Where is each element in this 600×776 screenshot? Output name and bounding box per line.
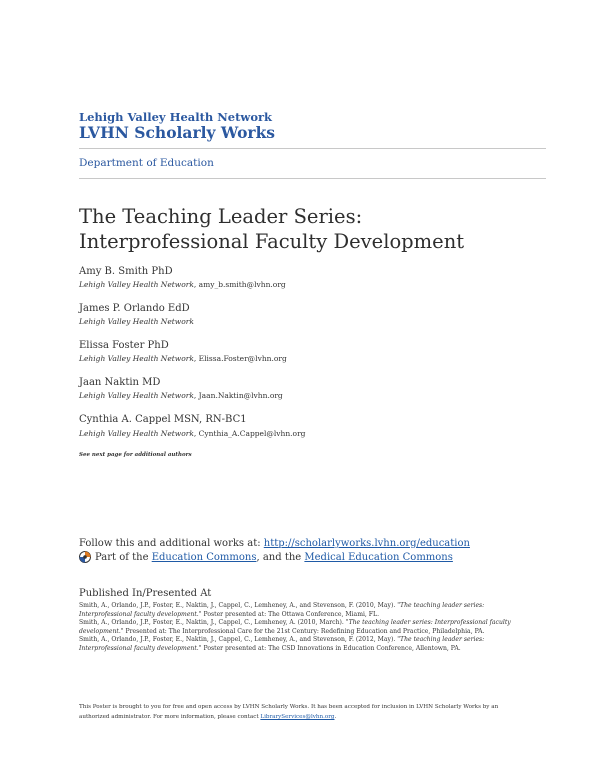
author-name: Jaan Naktin MD <box>79 377 161 388</box>
part-of-middle: , and the <box>256 551 302 563</box>
author-name: Elissa Foster PhD <box>79 340 169 351</box>
header-divider <box>79 148 546 149</box>
part-of-prefix: Part of the <box>95 551 149 563</box>
author-name: Cynthia A. Cappel MSN, RN-BC1 <box>79 414 247 425</box>
department-link[interactable]: Department of Education <box>79 157 214 169</box>
published-heading: Published In/Presented At <box>79 588 212 599</box>
author-name: Amy B. Smith PhD <box>79 266 173 277</box>
part-of-line <box>79 551 453 563</box>
document-title: The Teaching Leader Series: Interprofessional Faculty Development <box>79 205 465 253</box>
department-divider <box>79 178 546 179</box>
network-logo-icon <box>79 551 91 563</box>
contact-email-link[interactable]: LibraryServices@lvhn.org <box>260 714 335 720</box>
repository-name[interactable]: LVHN Scholarly Works <box>79 123 276 142</box>
author-affiliation: Lehigh Valley Health Network, amy_b.smith@lvhn.org <box>79 280 286 289</box>
access-notice-text: This Poster is brought to you for free and open access by LVHN Scholarly Works. It has been accepted for inclusion in LVHN Scholarly Works by an authorized administrator. For more information, please contact <box>79 704 499 720</box>
education-commons-link[interactable]: Education Commons <box>151 551 257 563</box>
author-name: James P. Orlando EdD <box>79 303 190 314</box>
author-affiliation: Lehigh Valley Health Network, Elissa.Foster@lvhn.org <box>79 354 287 363</box>
medical-education-commons-link[interactable]: Medical Education Commons <box>304 551 453 563</box>
access-notice: This Poster is brought to you for free and open access by LVHN Scholarly Works. It has been accepted for inclusion in LVHN Scholarly Works by an authorized administrator. For more information, please contact LibraryServices@lvhn.org. <box>79 704 499 720</box>
collection-url-link[interactable]: http://scholarlyworks.lvhn.org/education <box>263 538 470 549</box>
see-next-page-note: See next page for additional authors <box>79 452 192 458</box>
author-affiliation: Lehigh Valley Health Network, Jaan.Naktin@lvhn.org <box>79 391 283 400</box>
citation-item: Smith, A., Orlando, J.P., Foster, E., Naktin, J., Cappel, C., Lemheney, A., and Stevenson, F. (2012, May). "The teaching leader series: Interprofessional faculty development." Poster presented at: The CSD Innovations in Education Conference, Allentown, PA. <box>79 636 485 652</box>
citation-list <box>79 602 524 654</box>
citation-item: Smith, A., Orlando, J.P., Foster, E., Naktin, J., Cappel, C., Lemheney, A. (2010, March). "The teaching leader series: Interprofessional faculty development." Presented at: The Interprofessional Care for the 21st Century: Redefining Education and Practice, Philadelphia, PA. <box>79 619 511 635</box>
follow-prefix: Follow this and additional works at: <box>79 538 264 549</box>
network-name: Lehigh Valley Health Network <box>79 110 273 124</box>
citation-item: Smith, A., Orlando, J.P., Foster, E., Naktin, J., Cappel, C., Lemheney, A., and Stevenson, F. (2010, May). "The teaching leader series: Interprofessional faculty development." Poster presented at: The Ottawa Conference, Miami, FL. <box>79 602 485 618</box>
author-affiliation: Lehigh Valley Health Network <box>79 317 194 326</box>
follow-line <box>79 538 470 549</box>
author-affiliation: Lehigh Valley Health Network, Cynthia_A.Cappel@lvhn.org <box>79 429 306 438</box>
